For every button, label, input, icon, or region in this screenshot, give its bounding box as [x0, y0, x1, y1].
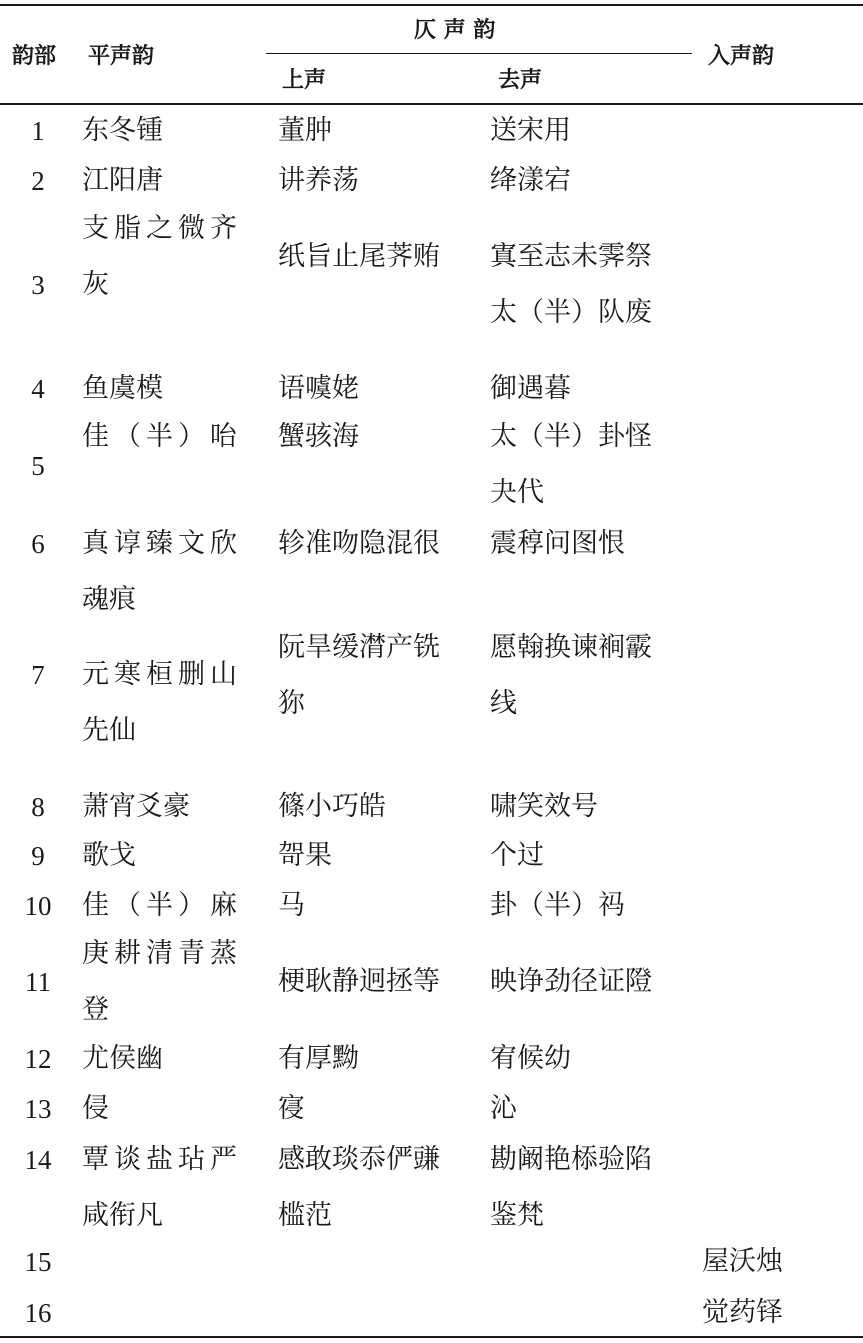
row-number: 7 [31, 660, 45, 690]
header-section: 韵部 [12, 44, 57, 69]
shang-rhyme-line: 槛范 [278, 1200, 332, 1231]
qu-rhyme-line: 勘阚艳㮇验陷 [490, 1144, 652, 1175]
ping-rhyme-line: 覃谈盐玷严 [82, 1144, 242, 1175]
shang-rhyme-line: 轸准吻隐混很 [278, 528, 440, 559]
ping-rhyme-line: 支脂之微齐 [82, 213, 242, 244]
shang-rhyme-line: 董肿 [278, 115, 332, 146]
qu-rhyme-line: 鉴梵 [490, 1200, 544, 1231]
qu-rhyme-line: 啸笑效号 [490, 791, 598, 822]
shang-rhyme-line: 纸旨止尾荠贿 [278, 241, 440, 272]
qu-rhyme-line: 御遇暮 [490, 373, 571, 404]
shang-rhyme-line: 有厚黝 [278, 1043, 359, 1074]
header-ping: 平声韵 [88, 44, 155, 69]
ping-rhyme-line: 鱼虞模 [82, 373, 163, 404]
qu-rhyme-line: 寘至志未霁祭 [490, 241, 652, 272]
ping-rhyme-line: 登 [82, 994, 109, 1025]
row-number: 3 [31, 270, 45, 300]
ping-rhyme-line: 侵 [82, 1093, 109, 1124]
ze-underline [266, 53, 692, 54]
ping-rhyme-line: 东冬锺 [82, 115, 163, 146]
qu-rhyme-line: 太（半）队废 [490, 297, 652, 328]
ping-rhyme-line: 魂痕 [82, 584, 136, 615]
row-number: 11 [25, 967, 51, 997]
ping-rhyme-line: 江阳唐 [82, 165, 163, 196]
row-number: 2 [31, 166, 45, 196]
ru-rhyme-line: 觉药铎 [702, 1297, 783, 1328]
ping-rhyme-line: 萧宵爻豪 [82, 791, 190, 822]
shang-rhyme-line: 阮旱缓潸产铣 [278, 632, 440, 663]
qu-rhyme-line: 沁 [490, 1093, 517, 1124]
row-number: 16 [24, 1298, 52, 1328]
shang-rhyme-line: 语噳姥 [278, 373, 359, 404]
shang-rhyme-line: 蟹骇海 [278, 421, 359, 452]
ping-rhyme-line: 庚耕清青蒸 [82, 938, 242, 969]
header-shang: 上声 [282, 68, 327, 93]
bottom-rule [0, 1336, 863, 1338]
row-number: 6 [31, 529, 45, 559]
shang-rhyme-line: 感敢琰忝俨豏 [278, 1144, 440, 1175]
shang-rhyme-line: 马 [278, 890, 305, 921]
ping-rhyme-line: 佳（半）麻 [82, 890, 242, 921]
shang-rhyme-line: 梗耿静迥拯等 [278, 966, 440, 997]
row-number: 5 [31, 451, 45, 481]
ping-rhyme-line: 先仙 [82, 715, 136, 746]
row-number: 15 [24, 1247, 52, 1277]
qu-rhyme-line: 卦（半）祃 [490, 890, 625, 921]
shang-rhyme-line: 狝 [278, 688, 305, 719]
qu-rhyme-line: 个过 [490, 840, 544, 871]
ping-rhyme-line: 佳（半）咍 [82, 421, 242, 452]
shang-rhyme-line: 寑 [278, 1093, 305, 1124]
row-number: 13 [24, 1094, 52, 1124]
header-ru: 入声韵 [708, 44, 775, 69]
header-qu: 去声 [498, 68, 543, 93]
ping-rhyme-line: 歌戈 [82, 840, 136, 871]
qu-rhyme-line: 映诤劲径证隥 [490, 966, 652, 997]
shang-rhyme-line: 篠小巧皓 [278, 791, 386, 822]
row-number: 1 [31, 116, 45, 146]
ping-rhyme-line: 真谆臻文欣 [82, 528, 242, 559]
qu-rhyme-line: 震稕问图恨 [490, 528, 625, 559]
row-number: 12 [24, 1044, 52, 1074]
top-rule [0, 4, 863, 6]
ping-rhyme-line: 元寒桓删山 [82, 659, 242, 690]
row-number: 4 [31, 374, 45, 404]
row-number: 10 [24, 891, 52, 921]
row-number: 9 [31, 841, 45, 871]
ping-rhyme-line: 尤侯幽 [82, 1043, 163, 1074]
shang-rhyme-line: 哿果 [278, 840, 332, 871]
row-number: 8 [31, 792, 45, 822]
qu-rhyme-line: 宥候幼 [490, 1043, 571, 1074]
shang-rhyme-line: 讲养荡 [278, 165, 359, 196]
ru-rhyme-line: 屋沃烛 [702, 1246, 783, 1277]
ping-rhyme-line: 咸衔凡 [82, 1200, 163, 1231]
header-ze: 仄 声 韵 [414, 18, 496, 43]
qu-rhyme-line: 绛漾宕 [490, 165, 571, 196]
row-number: 14 [24, 1145, 52, 1175]
qu-rhyme-line: 愿翰换谏裥霰 [490, 632, 652, 663]
ping-rhyme-line: 灰 [82, 269, 109, 300]
header-rule [0, 103, 863, 105]
qu-rhyme-line: 太（半）卦怪 [490, 421, 652, 452]
qu-rhyme-line: 夬代 [490, 477, 544, 508]
qu-rhyme-line: 线 [490, 688, 517, 719]
qu-rhyme-line: 送宋用 [490, 115, 571, 146]
